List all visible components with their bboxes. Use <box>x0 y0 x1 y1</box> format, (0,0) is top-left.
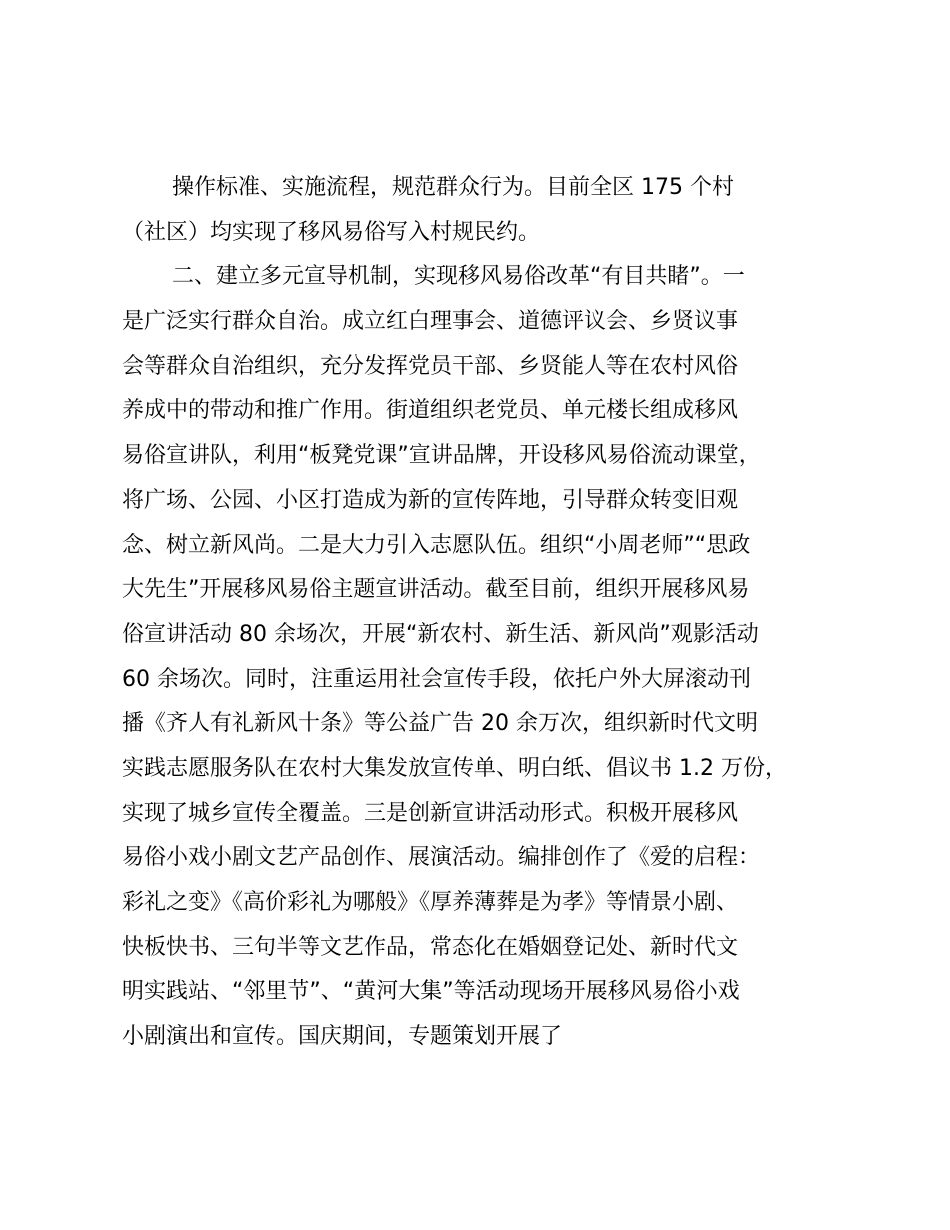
text-line: 俗宣讲活动 80 余场次，开展“新农村、新生活、新风尚”观影活动 <box>122 621 759 647</box>
section-heading-line: 二、建立多元宣导机制，实现移风易俗改革“有目共睹”。一 <box>172 264 745 290</box>
text-line: 小剧演出和宣传。国庆期间，专题策划开展了 <box>122 1024 563 1050</box>
text-line: 会等群众自治组织，充分发挥党员干部、乡贤能人等在农村风俗 <box>122 353 739 379</box>
text-line: 实践志愿服务队在农村大集发放宣传单、明白纸、倡议书 1.2 万份， <box>122 755 787 781</box>
text-line: （社区）均实现了移风易俗写入村规民约。 <box>122 219 541 245</box>
text-line: 念、树立新风尚。二是大力引入志愿队伍。组织“小周老师”“思政 <box>122 532 751 558</box>
text-line: 实现了城乡宣传全覆盖。三是创新宣讲活动形式。积极开展移风 <box>122 800 739 826</box>
text-line: 快板快书、三句半等文艺作品，常态化在婚姻登记处、新时代文 <box>122 934 739 960</box>
text-line: 养成中的带动和推广作用。街道组织老党员、单元楼长组成移风 <box>122 398 739 424</box>
text-line: 易俗小戏小剧文艺产品创作、展演活动。编排创作了《爱的启程： <box>122 845 761 871</box>
text-line: 将广场、公园、小区打造成为新的宣传阵地，引导群众转变旧观 <box>122 487 739 513</box>
text-line: 播《齐人有礼新风十条》等公益广告 20 余万次，组织新时代文明 <box>122 711 758 737</box>
text-line: 60 余场次。同时，注重运用社会宣传手段，依托户外大屏滚动刊 <box>122 666 751 692</box>
text-line: 是广泛实行群众自治。成立红白理事会、道德评议会、乡贤议事 <box>122 309 739 335</box>
text-line: 大先生”开展移风易俗主题宣讲活动。截至目前，组织开展移风易 <box>122 577 750 603</box>
text-line: 明实践站、“邻里节”、“黄河大集”等活动现场开展移风易俗小戏 <box>122 979 740 1005</box>
text-line: 操作标准、实施流程，规范群众行为。目前全区 175 个村 <box>172 175 734 200</box>
body-text <box>122 166 862 1060</box>
text-line: 易俗宣讲队，利用“板凳党课”宣讲品牌，开设移风易俗流动课堂， <box>122 443 761 469</box>
text-line: 彩礼之变》《高价彩礼为哪般》《厚养薄葬是为孝》等情景小剧、 <box>122 890 739 915</box>
